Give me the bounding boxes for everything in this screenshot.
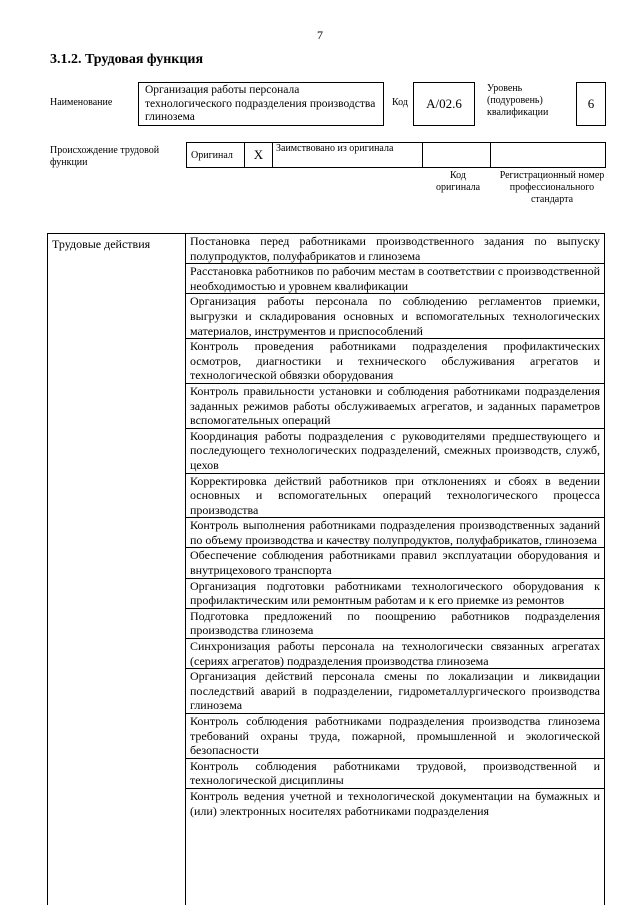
labor-action-item: Организация работы персонала по соблюдению регламентов приемки, выгрузки и складирования основных и вспомогательных технологических материалов, инструментов и приспособлений [186, 294, 604, 339]
name-value: Организация работы персонала технологического подразделения производства глинозема [138, 82, 384, 126]
code-label: Код [392, 97, 408, 108]
labor-action-item: Контроль соблюдения работниками трудовой, производственной и технологической дисциплины [186, 759, 604, 789]
labor-action-item: Постановка перед работниками производственного задания по выпуску полупродуктов, полуфабрикатов и глинозема [186, 234, 604, 264]
reg-number-caption: Регистрационный номер профессионального стандарта [499, 170, 605, 205]
reg-number-cell [491, 143, 605, 167]
labor-action-item: Контроль правильности установки и соблюдения работниками подразделения заданных режимов работы обслуживаемых агрегатов, и заданных параметров вспомогательных операций [186, 384, 604, 429]
code-value: А/02.6 [413, 82, 475, 126]
borrowed-label: Заимствовано из оригинала [273, 143, 423, 167]
labor-action-item: Контроль ведения учетной и технологической документации на бумажных и (или) электронных носителях работниками подразделения [190, 788, 600, 818]
labor-actions-label: Трудовые действия [48, 234, 186, 905]
labor-action-item: Обеспечение соблюдения работниками правил эксплуатации оборудования и внутрицехового транспорта [186, 548, 604, 578]
labor-action-item: Контроль выполнения работниками подразделения производственных заданий по объему производства и качеству полупродуктов, полуфабрикатов, глинозема [186, 518, 604, 548]
section-title: 3.1.2. Трудовая функция [50, 52, 204, 67]
labor-action-item: Расстановка работников по рабочим местам в соответствии с производственной необходимостью и уровнем квалификации [186, 264, 604, 294]
code-original-caption: Код оригинала [435, 170, 481, 193]
level-value: 6 [576, 82, 606, 126]
labor-action-item: Синхронизация работы персонала на технологически связанных агрегатах (сериях агрегатов) подразделения производства глинозема [186, 639, 604, 669]
labor-action-item: Контроль соблюдения работниками подразделения производства глинозема требований охраны труда, пожарной, промышленной и экологической безопасности [186, 714, 604, 759]
labor-actions-table [47, 233, 605, 905]
original-label: Оригинал [187, 143, 245, 167]
labor-action-item: Организация действий персонала смены по локализации и ликвидации последствий аварий в подразделении, гидрометаллургического производства глинозема [186, 669, 604, 714]
page-number: 7 [317, 28, 323, 42]
labor-action-item: Корректировка действий работников при отклонениях и сбоях в ведении основных и вспомогательных операций технологического процесса производства [186, 474, 604, 519]
labor-action-item: Организация подготовки работниками технологического оборудования к профилактическим или ремонтным работам и к его приемке из ремонтов [186, 579, 604, 609]
name-label: Наименование [50, 97, 113, 108]
labor-action-item: Координация работы подразделения с руководителями предшествующего и последующего технологических подразделений, смежных производств, служб, цехов [186, 429, 604, 474]
level-label: Уровень (подуровень) квалификации [487, 83, 549, 118]
labor-action-item: Контроль проведения работниками подразделения профилактических осмотров, диагностики и технического обслуживания агрегатов и технологической обвязки оборудования [186, 339, 604, 384]
origin-label: Происхождение трудовой функции [50, 145, 160, 168]
labor-action-item: Подготовка предложений по поощрению работников подразделения производства глинозема [186, 609, 604, 639]
labor-actions-list [186, 234, 604, 905]
original-mark: X [245, 143, 273, 167]
code-original-cell [423, 143, 491, 167]
origin-row [186, 142, 606, 168]
